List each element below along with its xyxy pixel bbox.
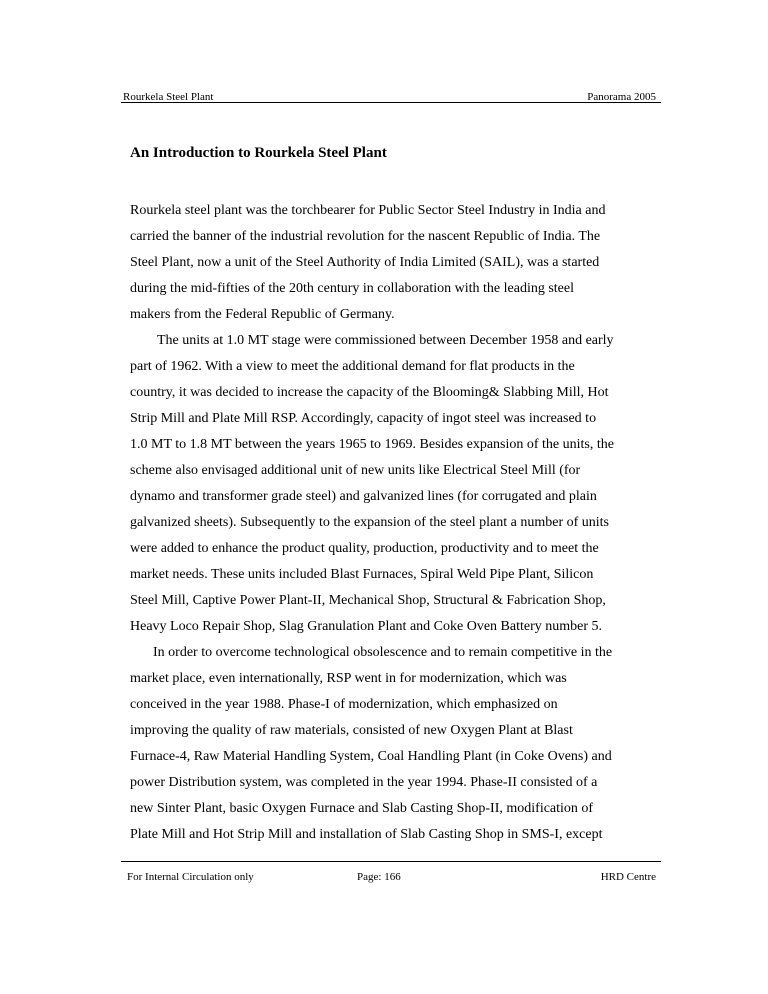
page-number: Page: 166 (357, 871, 401, 883)
text-line: scheme also envisaged additional unit of new units like Electrical Steel Mill (for (130, 463, 581, 478)
body-text (130, 198, 660, 848)
text-line: country, it was decided to increase the capacity of the Blooming& Slabbing Mill, Hot (130, 385, 609, 400)
text-line: Steel Mill, Captive Power Plant-II, Mechanical Shop, Structural & Fabrication Shop, (130, 593, 606, 608)
text-line: Strip Mill and Plate Mill RSP. Accordingly, capacity of ingot steel was increased to (130, 411, 597, 426)
text-line: part of 1962. With a view to meet the additional demand for flat products in the (130, 359, 575, 374)
text-line: market place, even internationally, RSP went in for modernization, which was (130, 671, 567, 686)
text-line: Plate Mill and Hot Strip Mill and installation of Slab Casting Shop in SMS-I, except (130, 827, 603, 842)
text-line: improving the quality of raw materials, consisted of new Oxygen Plant at Blast (130, 723, 573, 738)
page-header (121, 86, 661, 103)
text-line: new Sinter Plant, basic Oxygen Furnace and Slab Casting Shop-II, modification of (130, 801, 594, 816)
text-line: market needs. These units included Blast Furnaces, Spiral Weld Pipe Plant, Silicon (130, 567, 594, 582)
text-line: were added to enhance the product quality, production, productivity and to meet the (130, 541, 599, 556)
header-left-text: Rourkela Steel Plant (123, 91, 214, 103)
text-line: Furnace-4, Raw Material Handling System, Coal Handling Plant (in Coke Ovens) and (130, 749, 612, 764)
page-footer (121, 861, 661, 886)
text-line: Heavy Loco Repair Shop, Slag Granulation Plant and Coke Oven Battery number 5. (130, 619, 603, 634)
text-line: galvanized sheets). Subsequently to the expansion of the steel plant a number of units (130, 515, 609, 530)
text-line: 1.0 MT to 1.8 MT between the years 1965 to 1969. Besides expansion of the units, the (130, 437, 614, 452)
text-line: Steel Plant, now a unit of the Steel Authority of India Limited (SAIL), was a started (130, 255, 600, 270)
header-right-text: Panorama 2005 (587, 91, 656, 103)
text-line: In order to overcome technological obsolescence and to remain competitive in the (153, 645, 613, 660)
page-title: An Introduction to Rourkela Steel Plant (130, 145, 387, 161)
text-line: dynamo and transformer grade steel) and galvanized lines (for corrugated and plain (130, 489, 597, 504)
text-line: Rourkela steel plant was the torchbearer for Public Sector Steel Industry in India and (130, 203, 606, 218)
text-line: power Distribution system, was completed in the year 1994. Phase-II consisted of a (130, 775, 598, 790)
footer-right-text: HRD Centre (600, 871, 656, 883)
text-line: carried the banner of the industrial revolution for the nascent Republic of India. The (130, 229, 601, 244)
text-line: makers from the Federal Republic of Germany. (130, 307, 395, 322)
footer-left-text: For Internal Circulation only (127, 871, 254, 883)
text-line: during the mid-fifties of the 20th century in collaboration with the leading steel (130, 281, 574, 296)
text-line: The units at 1.0 MT stage were commissioned between December 1958 and early (157, 333, 614, 348)
text-line: conceived in the year 1988. Phase-I of modernization, which emphasized on (130, 697, 558, 712)
